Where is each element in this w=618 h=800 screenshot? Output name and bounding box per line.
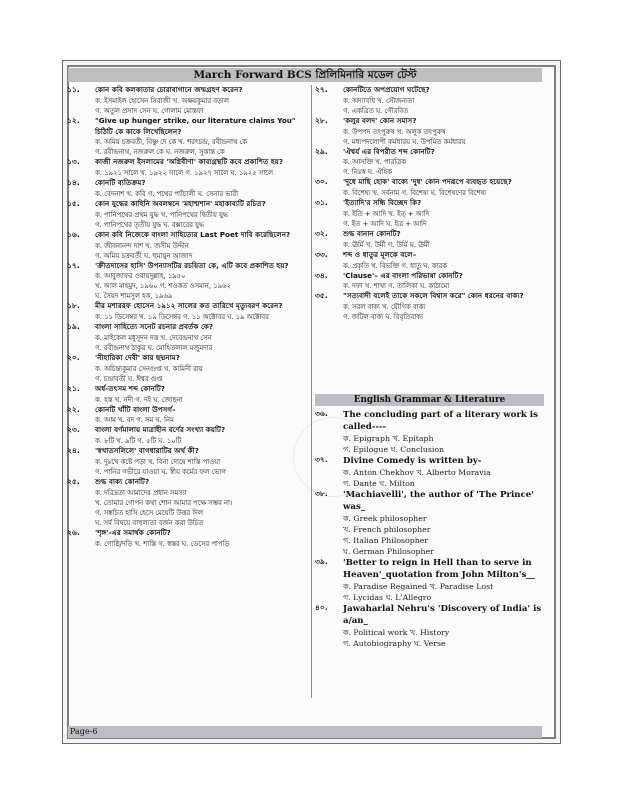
answer-options: গ. সঙ্কচিত হাসি হেসে মেয়েটি উত্তর দিল xyxy=(95,508,203,517)
question-number: ২৫. xyxy=(67,476,80,486)
answer-options: ক. Anton Chekhov খ. Alberto Moravia xyxy=(343,468,491,477)
answer-options: ক. Paradise Regained খ. Paradise Lost xyxy=(343,582,494,591)
question-number: ১৪. xyxy=(67,178,80,188)
question-text: কোনটিতে অপপ্রয়োগ ঘটেছে? xyxy=(343,85,430,94)
question-item xyxy=(315,271,544,292)
question-item xyxy=(67,85,310,116)
question-item xyxy=(67,477,310,528)
question-item xyxy=(67,178,310,199)
answer-options: ঘ. German Philosopher xyxy=(343,547,434,556)
question-body xyxy=(343,198,544,229)
question-number: ১৩. xyxy=(67,157,80,167)
question-body xyxy=(343,271,544,292)
question-text: 'স্বখাতসলিলে' বাগধারাটির অর্থ কী? xyxy=(95,446,199,456)
answer-options: ক. আবুজাফর ওবায়দুল্লাহ, ১৯৫০ xyxy=(95,272,186,281)
question-body xyxy=(343,177,544,198)
answer-options: ক. বিশেষ্য খ. সর্বনাম গ. বিশেষ্য ঘ. বিশেষণের বিশেষ্য xyxy=(343,189,487,198)
answer-options: ক. Political work খ. History xyxy=(343,628,450,637)
answer-options: ক. মাইকেল মধুসূদন দত্ত খ. দেবেন্দ্রনাথ সেন xyxy=(95,333,212,342)
question-text: 'নীহারিকা দেবী' কার ছদ্মনাম? xyxy=(95,352,180,362)
watermark-logo xyxy=(293,417,373,497)
question-text: 'Better to reign in Hell than to serve in Heaven'_quotation from John Milton's__ xyxy=(343,558,535,580)
question-text: অর্ধ-তৎসম শব্দ কোনটি? xyxy=(95,383,165,393)
page-title: March Forward BCS প্রিলিমিনারি মডেল টেস্ট xyxy=(68,68,542,82)
question-number: ৩৮. xyxy=(315,489,328,498)
question-item xyxy=(315,229,544,250)
question-item xyxy=(67,425,310,446)
question-body xyxy=(95,230,310,261)
question-text: "Give up hunger strike, our literature claims You" চিঠিটি কে কাকে লিখেছিলেন? xyxy=(95,115,296,136)
answer-options: গ. পানিপথের তৃতীয় যুদ্ধ ঘ. বক্সারের যুদ্ধ xyxy=(95,220,204,229)
column-divider xyxy=(311,85,312,698)
question-number: ১৫. xyxy=(67,198,80,208)
question-body xyxy=(343,229,544,250)
answer-options: খ. তোমার গোপন কথা শোন আমার পক্ষে সম্ভব না। xyxy=(95,498,233,507)
question-text: বাংলা বর্ণমালায় মাত্রাহীন বর্ণের সংখ্যা কয়টি? xyxy=(95,425,226,435)
answer-options: গ. মধ্যপদলোপী কর্মধারয় ঘ. উপমিত কর্মধারয় xyxy=(343,137,466,146)
question-number: ২০. xyxy=(67,352,80,362)
question-item xyxy=(67,322,310,353)
answer-options: গ. Autobiography ঘ. Verse xyxy=(343,639,446,648)
answer-options: গ. একত্রিত ঘ. গৌরবিত xyxy=(343,106,409,115)
question-body xyxy=(95,301,310,322)
answer-options: ক. সরল বাক্য খ. যৌগিক বাক্য xyxy=(343,303,426,312)
question-number: ৩০. xyxy=(315,177,328,187)
question-item xyxy=(315,116,544,147)
question-text: 'Clause'– এর বাংলা পরিভাষা কোনটি? xyxy=(343,270,463,280)
question-number: ১৮. xyxy=(67,301,80,311)
question-number: ৩৪. xyxy=(315,270,328,280)
question-number: ২৭. xyxy=(315,85,328,94)
question-body xyxy=(95,477,310,528)
question-body xyxy=(95,322,310,353)
question-item xyxy=(315,85,544,116)
question-item xyxy=(67,405,310,426)
question-item xyxy=(315,557,544,603)
question-number: ১১. xyxy=(67,85,80,94)
question-number: ২৯. xyxy=(315,146,328,156)
answer-options: ক. ৮টি খ. ৯টি গ. ৫টি ঘ. ১০টি xyxy=(95,437,182,446)
question-text: 'ইত্যাদি'র সন্ধি বিচ্ছেদ কি? xyxy=(343,198,422,208)
answer-options: ক. অমিয় চক্রবর্তী, বিষ্ণু দে কে খ. শরৎচন্দ্র, রবীন্দ্রনাথ কে xyxy=(95,138,248,147)
question-item xyxy=(315,147,544,178)
question-text: শুদ্ধ বাক্য কোনটি? xyxy=(95,476,150,486)
answer-options: ক. হস্ত খ. নদী গ. দই ঘ. জোছনা xyxy=(95,395,183,404)
question-text: কোনটি ব্যতিক্রম? xyxy=(95,178,146,188)
question-body xyxy=(95,178,310,199)
question-body xyxy=(95,425,310,446)
question-text: মীর মশাররফ হোসেন ১৯১২ সালের কত তারিখে মৃত্যুবরণ করেন? xyxy=(95,301,283,311)
question-text: 'কলুর বলদ' কোন সমাস? xyxy=(343,115,417,125)
question-text: 'Machiavelli', the author of 'The Prince' was_ xyxy=(343,490,534,512)
answer-options: গ. জটিল বাক্য ঘ. বিবৃতিবাক্য xyxy=(343,313,423,322)
question-number: ৩২. xyxy=(315,228,328,238)
answer-options: ক. প্রকৃতি খ. বিভক্তি গ. ধাতু ঘ. কারক xyxy=(343,261,447,270)
question-number: ৩৬. xyxy=(315,409,328,418)
answer-options: ক. দফা খ. শাখা গ. তালিকা ঘ. কাঠামো xyxy=(343,282,450,291)
question-body xyxy=(343,409,544,455)
question-body xyxy=(343,85,544,116)
question-body xyxy=(95,353,310,384)
question-item xyxy=(67,157,310,178)
page-number: Page-6 xyxy=(70,727,98,736)
answer-options: ক. আসক্তি খ. পারত্রিক xyxy=(343,158,407,167)
answer-options: গ. নিঃস্ব ঘ. ঐহিক xyxy=(343,168,392,177)
answer-options: ক. আম খ. বদ গ. সম ঘ. নিম xyxy=(95,416,174,425)
question-number: ১৭. xyxy=(67,260,80,270)
question-body xyxy=(95,384,310,405)
answer-options: গ. চন্দ্রাবতী ঘ. ঈশ্বর গুপ্ত xyxy=(95,374,163,383)
answer-options: ক. অচিন্ত্যকুমার সেনগুপ্ত খ. কামিনী রায় xyxy=(95,364,203,373)
question-body xyxy=(343,557,544,603)
question-item xyxy=(315,250,544,271)
question-number: ২৪. xyxy=(67,446,80,456)
answer-options: ঘ. সর্ব বিষয়ে বাহুল্যতা বর্জন করা উচিত xyxy=(95,518,204,527)
answer-options: ক. ইসমাইল হোসেন সিরাজী খ. অক্ষয়কুমার বড়াল xyxy=(95,96,229,105)
question-text: Divine Comedy is written by- xyxy=(343,456,482,466)
question-body xyxy=(95,261,310,302)
question-item xyxy=(67,199,310,230)
answer-options: ক. বেদনাশ খ. কবি গ. পথের প্যাঁচালী ঘ. সেনার ভারী xyxy=(95,189,239,198)
answer-options: খ. আল মাহমুদ, ১৯৬০ গ. শওকত ওসমান, ১৯৬২ xyxy=(95,282,231,291)
question-body xyxy=(343,116,544,147)
answer-options: ক. গোষ্ঠি/দড়ি খ. শাস্তি গ. স্বস্তর ঘ. ডেসের পাপড়ি xyxy=(95,539,230,548)
question-text: শব্দ ও ধাতুর মূলকে বলে– xyxy=(343,249,417,259)
right-column-bangla xyxy=(315,85,544,322)
question-number: ৩৭. xyxy=(315,455,328,464)
question-number: ১২. xyxy=(67,115,80,125)
question-number: ২১. xyxy=(67,383,80,393)
question-number: ২২. xyxy=(67,404,80,414)
question-number: ৩৯. xyxy=(315,557,328,566)
answer-options: ক. Epigraph খ. Epitaph xyxy=(343,434,434,443)
section-heading-english: English Grammar & Literature xyxy=(315,394,544,406)
question-text: 'ক্রীতদাসের হাসি' উপন্যাসটির রচয়িতা কে, এটি কবে প্রকাশিত হয়? xyxy=(95,260,289,270)
answer-options: ক. জীবনানন্দ দাশ খ. জসীম উদ্দীন xyxy=(95,241,189,250)
question-number: ২৬. xyxy=(67,527,80,537)
question-text: Jawaharlal Nehru's 'Discovery of India' is a/an_ xyxy=(343,604,542,626)
question-body xyxy=(343,489,544,557)
answer-options: ক. দরিদ্রতা আমাদের প্রধান সমস্যা xyxy=(95,488,187,497)
answer-options: ক. অদ্যাবধি খ. সৌজন্যতা xyxy=(343,96,415,105)
question-number: ৩৫. xyxy=(315,291,328,301)
question-item xyxy=(67,301,310,322)
question-body xyxy=(95,199,310,230)
answer-options: ক. উপপদ তৎপুরুষ খ. অলুক তৎপুরুষ xyxy=(343,127,446,136)
answer-options: ঘ. সৈয়দ শামসুল হক, ১৯৬৯ xyxy=(95,292,173,301)
question-text: 'শৃঙ্গ'-এর সমার্থক কোনটি? xyxy=(95,527,171,537)
question-item xyxy=(67,528,310,549)
question-item xyxy=(315,198,544,229)
question-text: 'ঐশ্বর্য এর বিপরীত শব্দ কোনটি? xyxy=(343,146,435,156)
question-text: কোন কবি নিজেকে বাংলা সাহিত্যের Last Poet দাবি করেছিলেন? xyxy=(95,229,291,239)
left-column xyxy=(67,85,310,549)
question-item xyxy=(67,353,310,384)
question-number: ৩১. xyxy=(315,198,328,208)
answer-options: গ. Lycidas ঘ. L'Allegro xyxy=(343,593,432,602)
answer-options: গ. অতুল প্রসাদ সেন ঘ. গোলাম মোস্তফা xyxy=(95,106,204,115)
answer-options: ক. ঊর্মি খ. উর্মী গ. উর্মি ঘ. ঊর্মী xyxy=(343,240,430,249)
question-body xyxy=(95,157,310,178)
footer-bar xyxy=(68,726,542,738)
answer-options: ক. ১৯২১ সালে খ. ১৯২২ সালে গ. ১৯২৭ সালে ঘ. ১৯২৫ সালে xyxy=(95,169,273,178)
question-item xyxy=(67,230,310,261)
answer-options: ক. Greek philosopher xyxy=(343,514,427,523)
question-item xyxy=(315,177,544,198)
question-text: কোন যুদ্ধের কাহিনি অবলম্বনে 'মহাশ্মশান' মহাকাব্যটি রচিত? xyxy=(95,198,266,208)
answer-options: গ. অমিয় চক্রবর্তী ঘ. হুমায়ুন আজাদ xyxy=(95,251,193,260)
question-number: ২৩. xyxy=(67,425,80,435)
answer-options: ক. ১১ ডিসেম্বর খ. ১৯ ডিসেম্বর গ. ১১ অক্টোবর ঘ. ১৯ অক্টোবর xyxy=(95,313,269,322)
exam-page xyxy=(62,60,561,744)
answer-options: গ. Italian Philosopher xyxy=(343,536,429,545)
question-body xyxy=(343,291,544,322)
question-body xyxy=(95,446,310,477)
question-item xyxy=(67,446,310,477)
answer-options: গ. ইত + আদি ঘ. ইত্র + আদি xyxy=(343,219,427,228)
question-body xyxy=(343,455,544,489)
question-body xyxy=(95,116,310,158)
question-number: ১৬. xyxy=(67,229,80,239)
question-item xyxy=(67,384,310,405)
question-item xyxy=(67,116,310,158)
question-text: কোন কবি কলকাতার চোরাবাগানে জন্মগ্রহণ করেন? xyxy=(95,85,243,94)
question-item xyxy=(315,291,544,322)
answer-options: গ. রবীন্দ্রনাথ, নজরুল কে ঘ. নজরুল, সুকান্ত কে xyxy=(95,148,225,157)
question-text: কোনটি খাঁটি বাংলা উপসর্গ– xyxy=(95,404,176,414)
answer-options: গ. রবীন্দ্রনাথ ঠাকুর ঘ. মোহিতলাল মজুমদার xyxy=(95,343,213,352)
answer-options: গ. Epilogue ঘ. Conclusion xyxy=(343,445,445,454)
question-body xyxy=(95,405,310,426)
question-body xyxy=(343,603,544,649)
answer-options: খ. French philosopher xyxy=(343,525,431,534)
question-item xyxy=(315,603,544,649)
question-text: কাজী নজরুল ইসলামের 'অগ্নিবীণা' কাব্যগ্রন্থটি কবে প্রকাশিত হয়? xyxy=(95,157,284,167)
question-text: 'দুধে মাছি হোক' বাক্যে 'দুধ' কোন পদরূপে ব্যবহৃত হয়েছে? xyxy=(343,177,512,187)
answer-options: ক. পানিপথের প্রথম যুদ্ধ খ. পানিপথের দ্বিতীয় যুদ্ধ xyxy=(95,210,228,219)
answer-options: ক. দুঃখে কষ্টে পড়া খ. বিনা দোষে শাস্তি পাওয়া xyxy=(95,457,221,466)
question-body xyxy=(95,85,310,116)
answer-options: গ. Dante ঘ. Milton xyxy=(343,479,415,488)
question-text: শুদ্ধ বানান কোনটি? xyxy=(343,228,401,238)
question-text: বাংলা সাহিত্যে সনেট রচনার প্রবর্তক কে? xyxy=(95,322,214,332)
question-body xyxy=(343,147,544,178)
question-number: ৩৩. xyxy=(315,249,328,259)
question-number: ২৮. xyxy=(315,115,328,125)
question-item xyxy=(67,261,310,302)
question-text: The concluding part of a literary work is called---- xyxy=(343,410,538,432)
answer-options: গ. পানির গভীরে যাওয়া ঘ. স্বীয় কর্মের ফল ভোগ xyxy=(95,467,226,476)
answer-options: ক. ইতি + আদি খ. ইত্ + আদি xyxy=(343,209,430,218)
question-body xyxy=(343,250,544,271)
question-number: ৪০. xyxy=(315,603,328,612)
question-item xyxy=(315,489,544,557)
question-body xyxy=(95,528,310,549)
question-text: "সত্যবাদী বলেই তাকে সকলে বিশ্বাস করে" কোন ধরনের বাক্য? xyxy=(343,291,524,301)
question-number: ১৯. xyxy=(67,322,80,332)
